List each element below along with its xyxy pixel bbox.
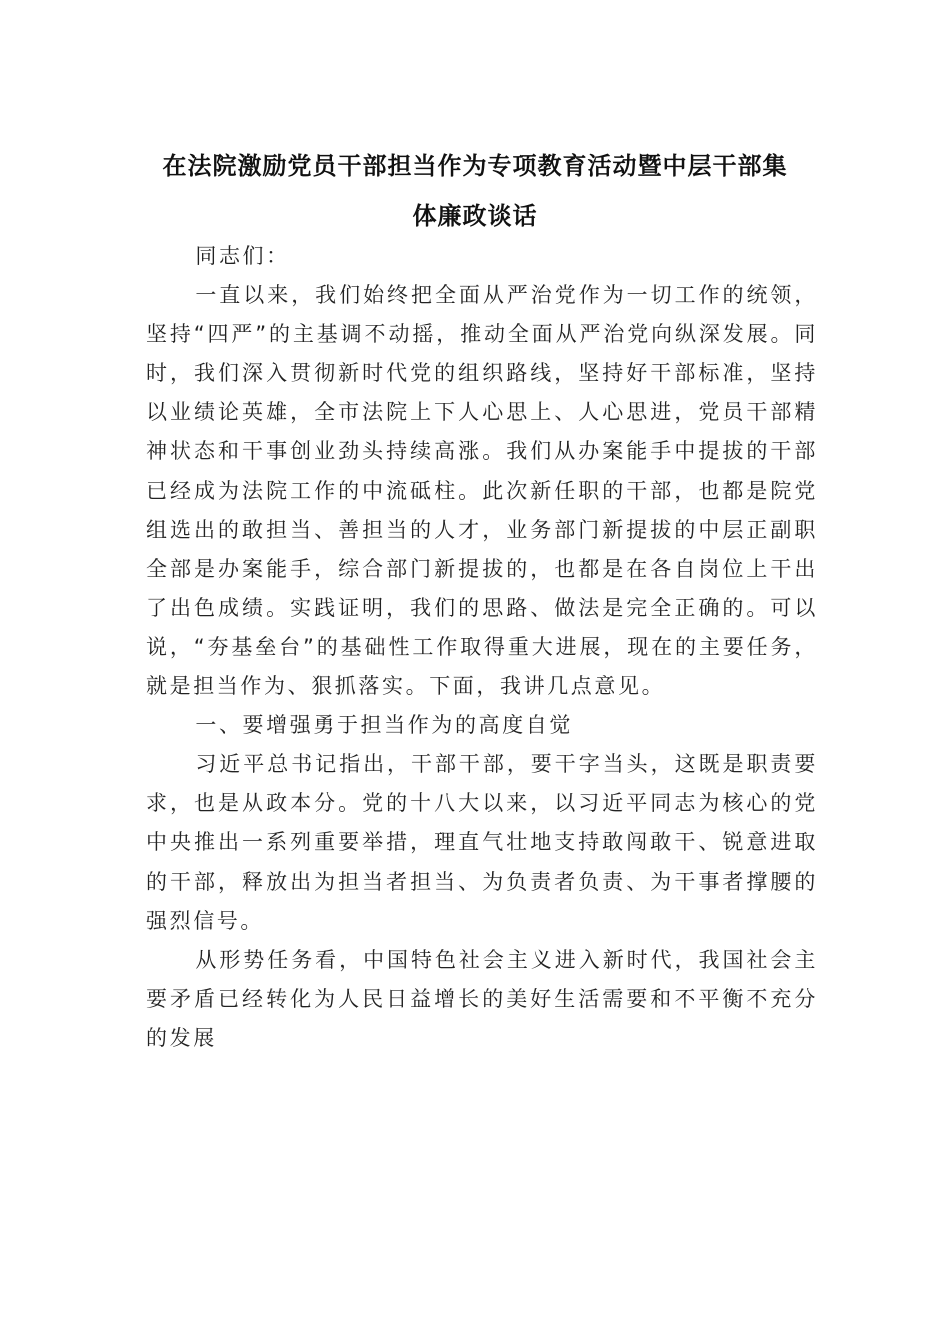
paragraph: 一直以来，我们始终把全面从严治党作为一切工作的统领，坚持“四严”的主基调不动摇，推动全面从严治党向纵深发展。同时，我们深入贯彻新时代党的组织路线，坚持好干部标准，坚持以业绩论英雄，全市法院上下人心思上、人心思进，党员干部精神状态和干事创业劲头持续高涨。我们从办案能手中提拔的干部已经成为法院工作的中流砥柱。此次新任职的干部，也都是院党组选出的敢担当、善担当的人才，业务部门新提拔的中层正副职全部是办案能手，综合部门新提拔的，也都是在各自岗位上干出了出色成绩。实践证明，我们的思路、做法是完全正确的。可以说，“夯基垒台”的基础性工作取得重大进展，现在的主要任务，就是担当作为、狠抓落实。下面，我讲几点意见。 [146,283,818,699]
document-body [146,237,818,1058]
paragraph: 从形势任务看，中国特色社会主义进入新时代，我国社会主要矛盾已经转化为人民日益增长的美好生活需要和不平衡不充分的发展 [146,947,818,1050]
section-heading: 一、要增强勇于担当作为的高度自觉 [195,713,573,738]
paragraph: 习近平总书记指出，干部干部，要干字当头，这既是职责要求，也是从政本分。党的十八大以来，以习近平同志为核心的党中央推出一系列重要举措，理直气壮地支持敢闯敢干、锐意进取的干部，释放出为担当者担当、为负责者负责、为干事者撑腰的强烈信号。 [146,752,818,933]
salutation: 同志们： [195,244,290,268]
document-title-line-2: 体廉政谈话 [412,201,538,230]
document-title-line-1: 在法院激励党员干部担当作为专项教育活动暨中层干部集 [162,151,788,180]
